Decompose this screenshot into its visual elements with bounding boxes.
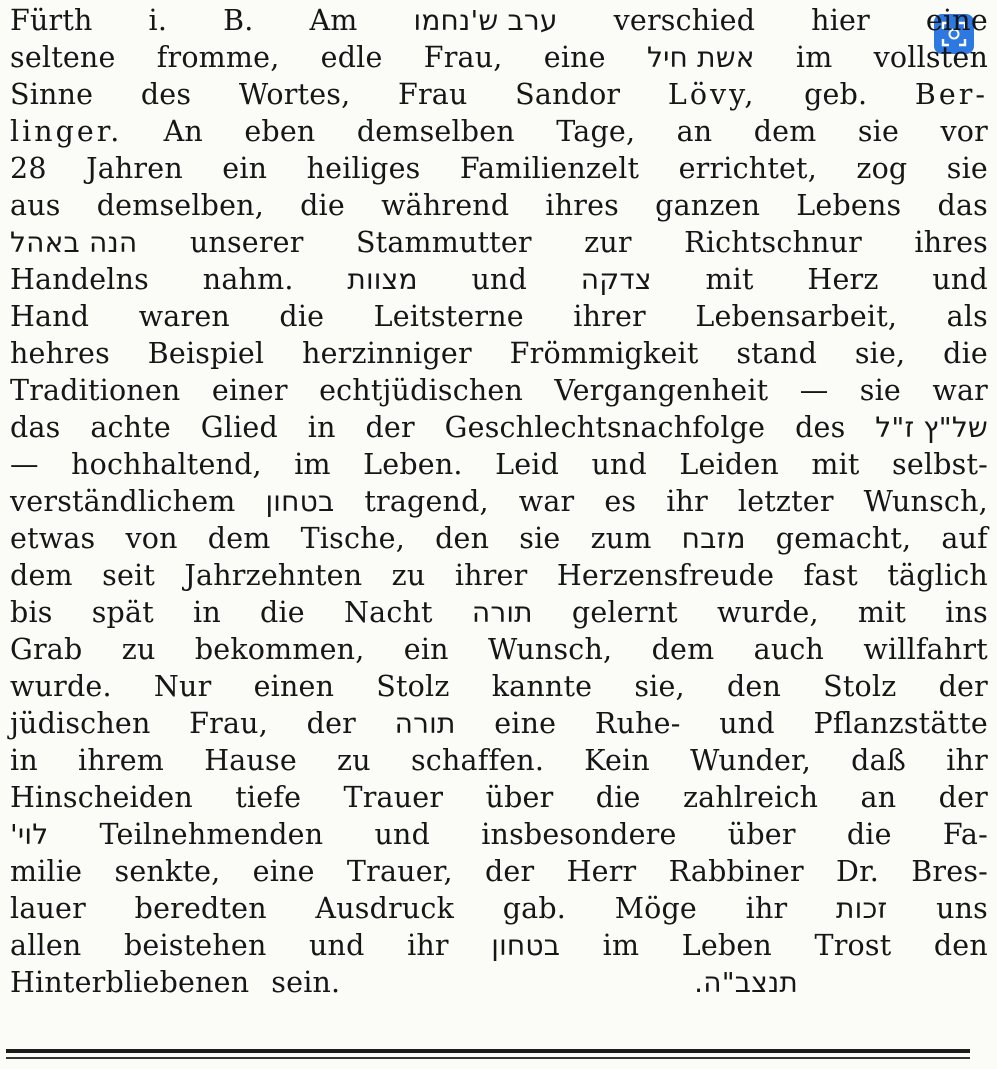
text-line	[10, 298, 988, 335]
word: fast	[803, 559, 858, 592]
word: und	[471, 263, 528, 296]
word: und	[932, 263, 988, 296]
word: Hinterbliebenen	[10, 966, 250, 999]
word: Lövy,	[667, 78, 757, 111]
text-line	[10, 187, 988, 224]
word: ihrem	[78, 744, 165, 777]
word: wurde.	[10, 670, 112, 703]
hebrew-word: בטחון	[265, 485, 335, 518]
word: zu	[391, 559, 426, 592]
word: Rabbiner	[668, 855, 804, 888]
text-line	[10, 853, 988, 890]
word: Sinne	[10, 78, 94, 111]
word: Wunsch,	[863, 485, 988, 518]
text-line	[10, 409, 988, 446]
word: nahm.	[202, 263, 294, 296]
text-line	[10, 224, 988, 261]
word: zum	[590, 522, 652, 555]
hebrew-word: הנה באהל	[10, 226, 138, 259]
word: dem	[753, 115, 817, 148]
word: Jahren	[86, 152, 183, 185]
word: Kein	[584, 744, 650, 777]
word: Frau,	[189, 707, 268, 740]
word: eben	[244, 115, 316, 148]
word: und	[591, 448, 647, 481]
word: sie	[946, 152, 988, 185]
word: eine	[494, 707, 557, 740]
word: Pflanzstätte	[813, 707, 988, 740]
word: einen	[253, 670, 335, 703]
word: hier	[811, 4, 870, 37]
word: seltene	[10, 41, 116, 74]
word: über	[727, 818, 796, 851]
word: Ber-	[914, 78, 988, 111]
word: —	[799, 374, 829, 407]
word: heiliges	[306, 152, 421, 185]
text-line	[10, 446, 988, 483]
word: daß	[851, 744, 907, 777]
word: Leitsterne	[373, 300, 524, 333]
word: lauer	[10, 892, 86, 925]
text-line	[10, 335, 988, 372]
word: An	[163, 115, 203, 148]
word: insbesondere	[481, 818, 677, 851]
word: eine	[252, 855, 315, 888]
word: Beispiel	[147, 337, 265, 370]
word: schaffen.	[410, 744, 545, 777]
word: spät	[91, 596, 154, 629]
word: Dr.	[836, 855, 880, 888]
word: Handelns	[10, 263, 150, 296]
word: fromme,	[156, 41, 280, 74]
word: der	[938, 781, 988, 814]
word: Herz	[807, 263, 879, 296]
word: ihres	[545, 189, 620, 222]
word: verschied	[613, 4, 756, 37]
hebrew-word: צדקה	[580, 263, 652, 296]
word: mit	[857, 596, 907, 629]
word: Frömmigkeit	[509, 337, 699, 370]
word: Frau,	[423, 41, 503, 74]
word: an	[860, 781, 897, 814]
text-line	[10, 631, 988, 668]
word: jüdischen	[10, 707, 151, 740]
word: dem	[207, 522, 271, 555]
word: Vergangenheit	[554, 374, 769, 407]
word: —	[10, 448, 39, 481]
word: Wunsch,	[488, 633, 613, 666]
word: Stolz	[823, 670, 897, 703]
word: im	[294, 448, 331, 481]
word: dem	[10, 559, 73, 592]
word: ihr	[407, 929, 449, 962]
hebrew-word: בטחון	[491, 929, 561, 962]
word: vollsten	[873, 41, 988, 74]
word: die	[279, 300, 325, 333]
word: ganzen	[655, 189, 761, 222]
word: es	[604, 485, 637, 518]
word: beistehen	[123, 929, 267, 962]
word: des	[140, 78, 192, 111]
word: die	[846, 818, 892, 851]
word: Traditionen	[10, 374, 181, 407]
word: selbst-	[892, 448, 988, 481]
word: über	[485, 781, 554, 814]
word: ihres	[914, 226, 988, 259]
word: das	[10, 411, 61, 444]
word: echtjüdischen	[319, 374, 524, 407]
word: Fa-	[942, 818, 988, 851]
word: waren	[138, 300, 230, 333]
word: Stolz	[376, 670, 450, 703]
word: Frau	[397, 78, 468, 111]
word: Hinscheiden	[10, 781, 193, 814]
word: war	[932, 374, 988, 407]
hebrew-word: לוי'	[10, 818, 49, 851]
word: Am	[309, 4, 358, 37]
word: dem	[651, 633, 715, 666]
word: Trost	[814, 929, 892, 962]
word: tiefe	[235, 781, 302, 814]
text-line	[10, 520, 988, 557]
word: das	[937, 189, 988, 222]
word: Ruhe-	[594, 707, 681, 740]
word: die	[943, 337, 988, 370]
word: des	[795, 411, 846, 444]
word: i.	[148, 4, 168, 37]
text-line	[10, 39, 988, 76]
word: Wunder,	[690, 744, 812, 777]
word: hehres	[10, 337, 110, 370]
word: gemacht,	[775, 522, 912, 555]
word: ihr	[946, 744, 988, 777]
word: bis	[10, 596, 53, 629]
word: Leid	[495, 448, 560, 481]
word: Tische,	[300, 522, 405, 555]
word: sie	[857, 115, 900, 148]
word: Nur	[153, 670, 212, 703]
word: eine	[925, 4, 988, 37]
word: milie	[10, 855, 83, 888]
word: in	[307, 411, 336, 444]
word: herzinniger	[302, 337, 472, 370]
word: Lebens	[796, 189, 902, 222]
word: wurde,	[716, 596, 819, 629]
word: mit	[705, 263, 754, 296]
word: willfahrt	[863, 633, 988, 666]
word: etwas	[10, 522, 96, 555]
word: Jahrzehnten	[184, 559, 363, 592]
word: der	[938, 670, 988, 703]
text-line	[10, 964, 988, 1001]
word: zu	[337, 744, 371, 777]
word: Glied	[200, 411, 278, 444]
column-rule-thin	[6, 1057, 970, 1059]
word: die	[260, 596, 305, 629]
text-line	[10, 779, 988, 816]
word: sie	[859, 374, 901, 407]
word: von	[125, 522, 178, 555]
word: errichtet,	[678, 152, 817, 185]
word: senkte,	[114, 855, 221, 888]
word: sie	[519, 522, 561, 555]
newspaper-clipping	[10, 2, 988, 1001]
signature-abbreviation: תנצב"ה.	[694, 966, 798, 999]
word: demselben	[356, 115, 515, 148]
word: die	[300, 189, 345, 222]
word: an	[676, 115, 713, 148]
word: verständlichem	[10, 485, 236, 518]
hebrew-word: אשת חיל	[646, 41, 755, 74]
word: im	[795, 41, 833, 74]
hebrew-word: מצוות	[347, 263, 418, 296]
word: hochhaltend,	[71, 448, 262, 481]
hebrew-word: ערב ש'נחמו	[413, 4, 558, 37]
word: Leiden	[679, 448, 779, 481]
word: zur	[584, 226, 632, 259]
hebrew-word: של"ץ ז"ל	[875, 411, 988, 444]
word: als	[946, 300, 988, 333]
word: beredten	[134, 892, 267, 925]
text-line	[10, 890, 988, 927]
word: Geschlechtsnachfolge	[444, 411, 766, 444]
text-line	[10, 483, 988, 520]
word: stand	[736, 337, 818, 370]
word: Fürth	[10, 4, 93, 37]
word: der	[306, 707, 356, 740]
text-line	[10, 2, 988, 39]
word: im	[602, 929, 640, 962]
word: Tage,	[556, 115, 636, 148]
word: aus	[10, 189, 61, 222]
text-line	[10, 557, 988, 594]
word: Möge	[614, 892, 697, 925]
word: die	[595, 781, 641, 814]
word: seit	[102, 559, 156, 592]
word: Herr	[566, 855, 637, 888]
word: B.	[223, 4, 254, 37]
word: Familienzelt	[459, 152, 640, 185]
word: unserer	[189, 226, 304, 259]
word: in	[193, 596, 221, 629]
word: linger.	[10, 115, 123, 148]
word: 28	[10, 152, 47, 185]
word: vor	[940, 115, 988, 148]
word: eine	[543, 41, 606, 74]
word: edle	[320, 41, 383, 74]
text-line	[10, 76, 988, 113]
word: zahlreich	[682, 781, 819, 814]
word: den	[435, 522, 490, 555]
word: auch	[753, 633, 825, 666]
word: demselben,	[96, 189, 264, 222]
word: Leben	[681, 929, 772, 962]
word: mit	[811, 448, 860, 481]
word: ein	[222, 152, 268, 185]
word: Trauer,	[346, 855, 453, 888]
word: letzter	[737, 485, 834, 518]
hebrew-word: זכות	[836, 892, 888, 925]
word: Ausdruck	[315, 892, 455, 925]
text-line	[10, 113, 988, 150]
word: und	[309, 929, 365, 962]
word: tragend,	[364, 485, 489, 518]
word: der	[484, 855, 535, 888]
hebrew-word: תורה	[471, 596, 533, 629]
word: sein.	[271, 966, 341, 999]
word: Richtschnur	[684, 226, 862, 259]
word: gelernt	[571, 596, 678, 629]
text-line	[10, 742, 988, 779]
word: Grab	[10, 633, 83, 666]
word: und	[374, 818, 431, 851]
hebrew-word: מזבח	[681, 522, 746, 555]
word: ein	[403, 633, 449, 666]
word: der	[365, 411, 415, 444]
column-rule-thick	[6, 1049, 970, 1053]
word: während	[381, 189, 510, 222]
word: den	[933, 929, 988, 962]
word: und	[719, 707, 775, 740]
word: Teilnehmenden	[99, 818, 324, 851]
word: sie,	[854, 337, 906, 370]
word: Bres-	[911, 855, 988, 888]
text-line	[10, 594, 988, 631]
text-line	[10, 927, 988, 964]
word: ihr	[745, 892, 788, 925]
text-line	[10, 261, 988, 298]
text-line	[10, 816, 988, 853]
word: Wortes,	[238, 78, 351, 111]
word: Sandor	[515, 78, 621, 111]
word: allen	[10, 929, 82, 962]
word: Herzensfreude	[556, 559, 775, 592]
word: uns	[936, 892, 988, 925]
text-line	[10, 668, 988, 705]
word: gab.	[502, 892, 567, 925]
word: sie,	[634, 670, 685, 703]
word: Lebensarbeit,	[695, 300, 898, 333]
text-line	[10, 705, 988, 742]
word: ins	[945, 596, 988, 629]
word: ihrer	[454, 559, 528, 592]
word: zog	[856, 152, 908, 185]
word: achte	[90, 411, 171, 444]
word: Leben.	[363, 448, 463, 481]
word: einer	[211, 374, 288, 407]
word: kannte	[491, 670, 593, 703]
word: auf	[941, 522, 988, 555]
text-line	[10, 372, 988, 409]
word: Hause	[204, 744, 297, 777]
word: zu	[121, 633, 156, 666]
word: Trauer	[343, 781, 444, 814]
word: den	[726, 670, 782, 703]
word: in	[10, 744, 38, 777]
word: Hand	[10, 300, 90, 333]
word: geb.	[804, 78, 868, 111]
word: ihrer	[573, 300, 646, 333]
word: bekommen,	[194, 633, 365, 666]
word: täglich	[887, 559, 988, 592]
word: ihr	[666, 485, 708, 518]
word: Nacht	[343, 596, 433, 629]
text-line	[10, 150, 988, 187]
hebrew-word: תורה	[394, 707, 456, 740]
word: war	[518, 485, 575, 518]
word: Stammutter	[355, 226, 532, 259]
